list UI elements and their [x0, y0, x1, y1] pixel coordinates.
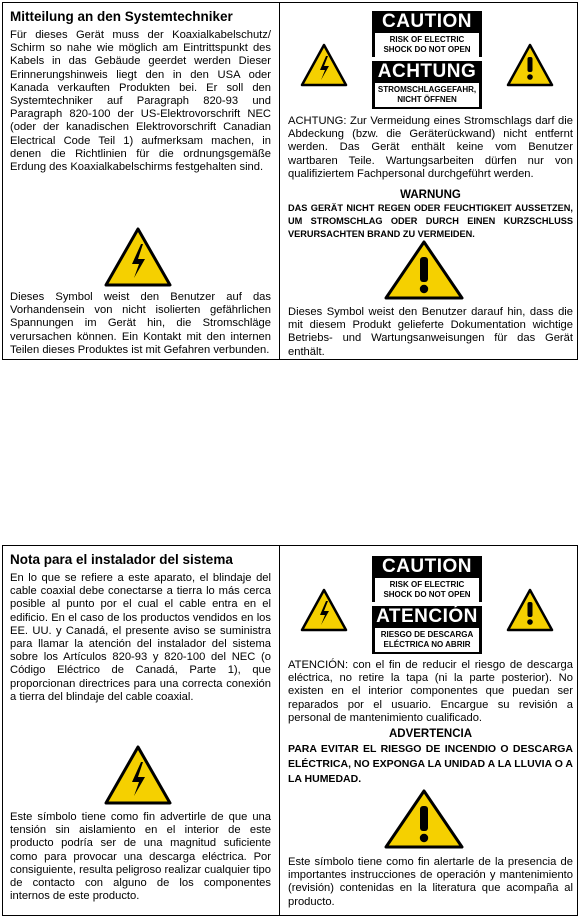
atencion-label: [372, 606, 482, 654]
achtung-subtext: STROMSCHLAGGEFAHR, NICHT ÖFFNEN: [375, 83, 479, 107]
lightning-bolt-triangle-icon: [103, 226, 173, 288]
spanish-installer-column: [3, 546, 279, 915]
spanish-warning-column: [279, 546, 579, 915]
spanish-intro-text: En lo que se refiere a este aparato, el blindaje del cable coaxial debe conectarse a tierra lo más cerca posible al punto por el cual el cable entra en el edificio. En el caso de los productos vendidos en los EE. UU. y Canadá, el presente aviso se suministra para llamar la atención del instalador del sistema sobre los Artículos 820-93 y 820-100 del NEC (o Código Eléctrico de Canadá, Parte 1), que proporcionan directrices para una correcta conexión a tierra del blindaje del cable coaxial.: [10, 572, 271, 703]
spanish-warning-heading: ADVERTENCIA: [388, 728, 473, 740]
german-exclaim-caption: Dieses Symbol weist den Benutzer darauf hin, dass die mit diesem Produkt gelieferte Dokumentation wichtige Betriebs- und Wartungsanweisungen für das Gerät enthält.: [288, 306, 573, 358]
exclamation-triangle-icon: [506, 588, 554, 632]
spanish-title: Nota para el instalador del sistema: [10, 552, 233, 567]
german-warning-column: [279, 3, 579, 359]
german-bolt-caption: Dieses Symbol weist den Benutzer auf das Vorhandensein von nicht isolierten gefährlichen Spannungen im Gerät hin, die Stromschläge verursachen können. Ein Kontakt mit den internen Teilen dieses Produktes ist mit Gefahren verbunden.: [10, 291, 271, 356]
spanish-cover-notice: ATENCIÓN: con el fin de reducir el riesgo de descarga eléctrica, no retire la tapa (ni la parte posterior). No existen en el interior componentes que puedan ser reparados por el usuario. Encargue su revisión a personal de mantenimiento cualificado.: [288, 659, 573, 724]
german-warning-heading: WARNUNG: [400, 189, 461, 201]
german-notice-panel: [2, 2, 578, 360]
spanish-exclaim-caption: Este símbolo tiene como fin alertarle de la presencia de importantes instrucciones de operación y mantenimiento (revisión) contenidas en la literatura que acompaña al producto.: [288, 856, 573, 908]
spanish-bolt-caption: Este símbolo tiene como fin advertirle de que una tensión sin aislamiento en el interior de este producto podría ser de una magnitud suficiente como para provocar una descarga eléctrica. Por consiguiente, resulta peligroso realizar cualquier tipo de contacto con alguno de los componentes internos de este producto.: [10, 811, 271, 903]
german-intro-text: Für dieses Gerät muss der Koaxialkabelschutz/ Schirm so nahe wie möglich am Eintrittspunkt des Kabels in das Gebäude geerdet werden Dieser Erinnerungshinweis liegt den in den USA oder Kanada verkauften Produkten bei. Er soll den Systemtechniker auf Paragraph 820-93 und Paragraph 820-100 der US-Elektrovorschrift NEC (oder der kanadischen Elektrovorschrift Canadian Electrical Code Teil 1) aufmerksam machen, in denen die Richtlinien für die ordnungsgemäße Erdung des Koaxialkabelschirms festgehalten sind.: [10, 29, 271, 174]
german-cover-notice: ACHTUNG: Zur Vermeidung eines Stromschlags darf die Abdeckung (bzw. die Geräterückwand) nicht entfernt werden. Das Gerät enthält keine vom Benutzer wartbaren Teile. Wartungsarbeiten dürfen nur von qualifiziertem Fachpersonal durchgeführt werden.: [288, 115, 573, 180]
lightning-bolt-triangle-icon: [300, 43, 348, 87]
spanish-warning-text: PARA EVITAR EL RIESGO DE INCENDIO O DESCARGA ELÉCTRICA, NO EXPONGA LA UNIDAD A LA LLUVIA O A LA HUMEDAD.: [288, 743, 573, 785]
exclamation-triangle-icon: [383, 788, 465, 850]
exclamation-triangle-icon: [383, 239, 465, 301]
lightning-bolt-triangle-icon: [103, 744, 173, 806]
spanish-notice-panel: [2, 545, 578, 916]
atencion-heading: ATENCIÓN: [376, 606, 478, 627]
achtung-label: [372, 61, 482, 109]
caution-heading: CAUTION: [381, 556, 473, 577]
lightning-bolt-triangle-icon: [300, 588, 348, 632]
exclamation-triangle-icon: [506, 43, 554, 87]
german-warning-text: DAS GERÄT NICHT REGEN ODER FEUCHTIGKEIT AUSSETZEN, UM STROMSCHLAG ODER DURCH EINEN KURZSCHLUSS VERURSACHTEN BRAND ZU VERMEIDEN.: [288, 203, 573, 239]
atencion-subtext: RIESGO DE DESCARGA ELÉCTRICA NO ABRIR: [375, 628, 479, 652]
caution-heading: CAUTION: [381, 11, 473, 32]
german-title: Mitteilung an den Systemtechniker: [10, 9, 233, 24]
caution-subtext: RISK OF ELECTRIC SHOCK DO NOT OPEN: [375, 33, 479, 57]
caution-label: [372, 556, 482, 602]
german-installer-column: [3, 3, 279, 359]
caution-subtext: RISK OF ELECTRIC SHOCK DO NOT OPEN: [375, 578, 479, 602]
caution-label: [372, 11, 482, 57]
achtung-heading: ACHTUNG: [377, 61, 477, 82]
